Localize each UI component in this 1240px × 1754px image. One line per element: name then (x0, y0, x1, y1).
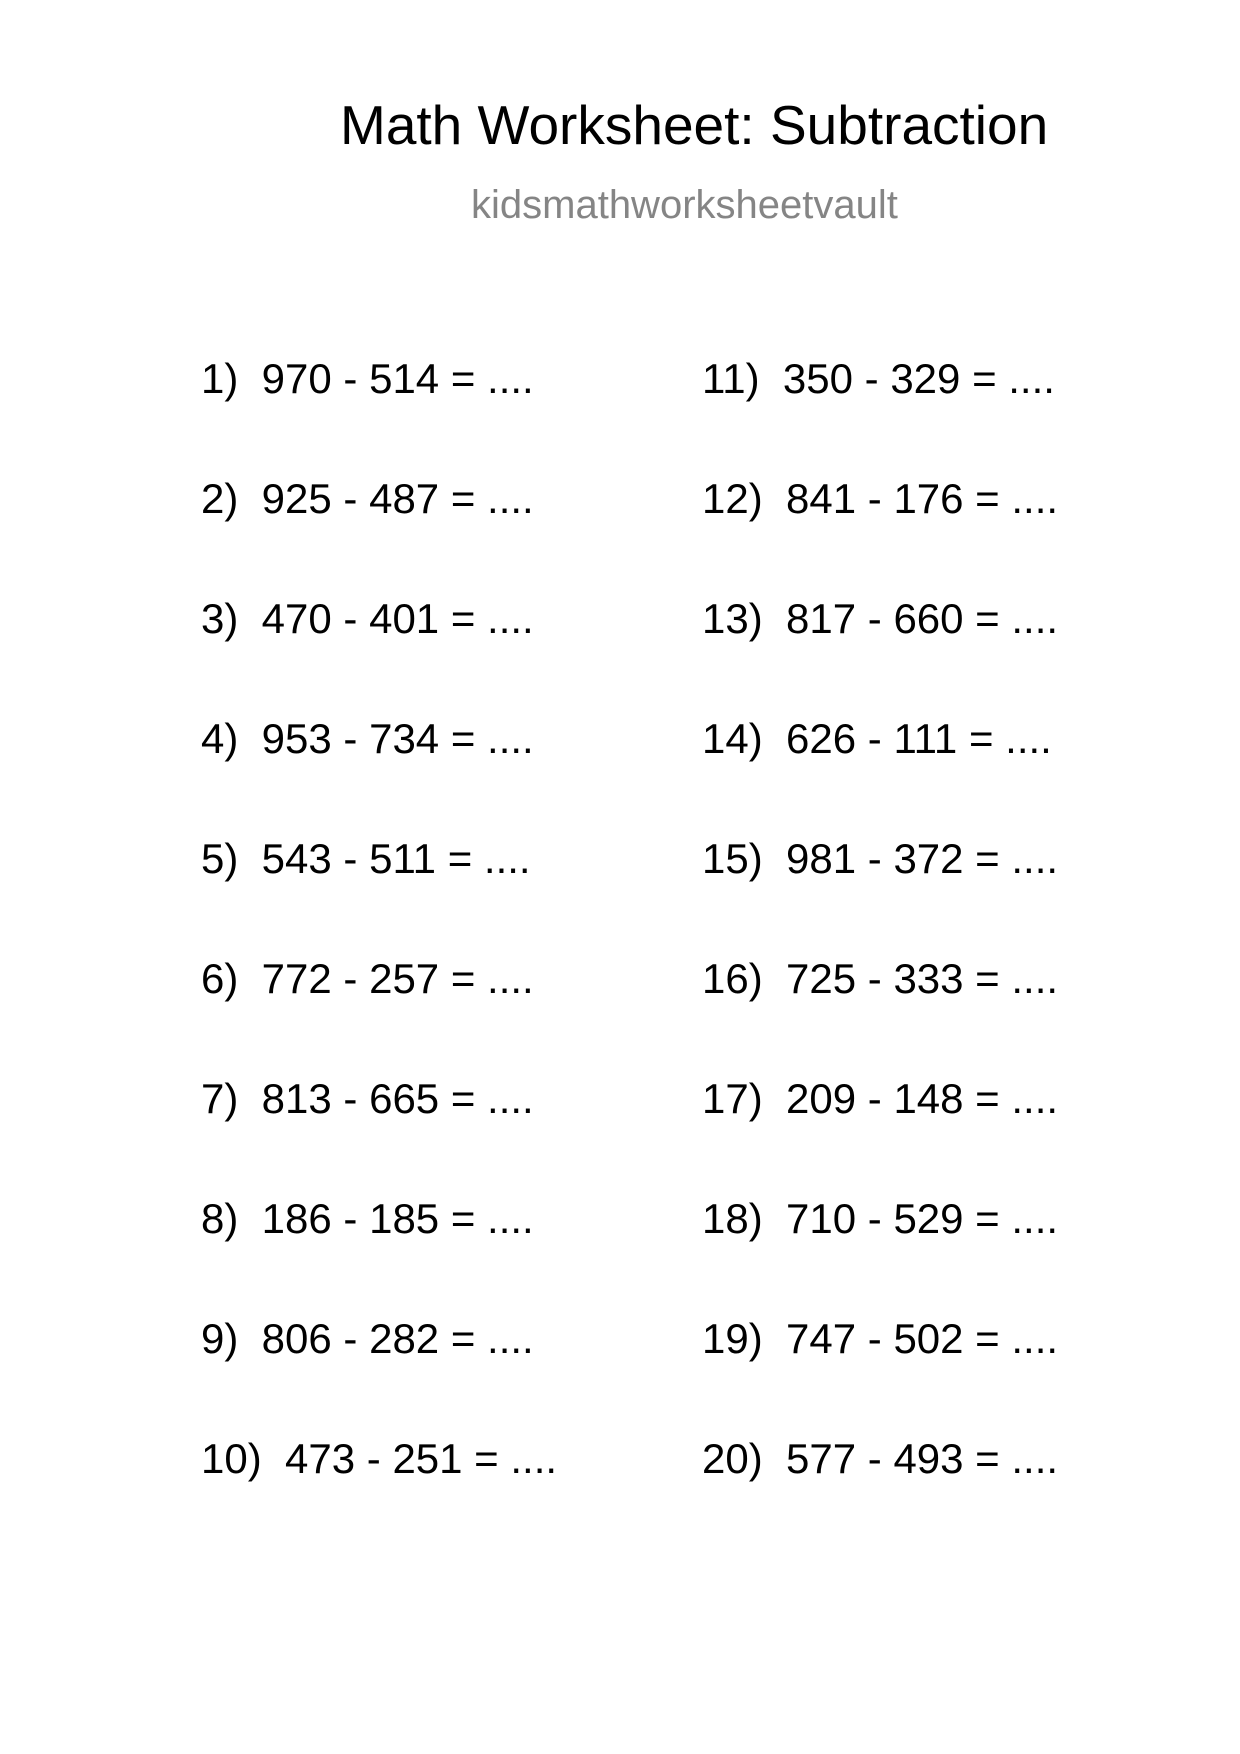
problem-item: 6) 772 - 257 = .... (201, 955, 534, 1002)
problem-item: 11) 350 - 329 = .... (702, 355, 1055, 402)
problem-item: 16) 725 - 333 = .... (702, 955, 1059, 1002)
problem-item: 13) 817 - 660 = .... (702, 595, 1059, 642)
problem-item: 20) 577 - 493 = .... (702, 1435, 1059, 1482)
problem-item: 1) 970 - 514 = .... (201, 355, 534, 402)
problem-item: 15) 981 - 372 = .... (702, 835, 1059, 882)
problem-item: 10) 473 - 251 = .... (201, 1435, 558, 1482)
problem-item: 9) 806 - 282 = .... (201, 1315, 534, 1362)
problem-item: 7) 813 - 665 = .... (201, 1075, 534, 1122)
problem-item: 19) 747 - 502 = .... (702, 1315, 1059, 1362)
problem-item: 14) 626 - 111 = .... (702, 715, 1052, 762)
page-title: Math Worksheet: Subtraction (340, 94, 1049, 156)
problem-item: 5) 543 - 511 = .... (201, 835, 531, 882)
site-name: kidsmathworksheetvault (471, 183, 898, 227)
problem-item: 17) 209 - 148 = .... (702, 1075, 1059, 1122)
problem-item: 12) 841 - 176 = .... (702, 475, 1059, 522)
problem-item: 3) 470 - 401 = .... (201, 595, 534, 642)
problem-item: 8) 186 - 185 = .... (201, 1195, 534, 1242)
problem-item: 4) 953 - 734 = .... (201, 715, 534, 762)
problem-item: 18) 710 - 529 = .... (702, 1195, 1059, 1242)
problem-item: 2) 925 - 487 = .... (201, 475, 534, 522)
